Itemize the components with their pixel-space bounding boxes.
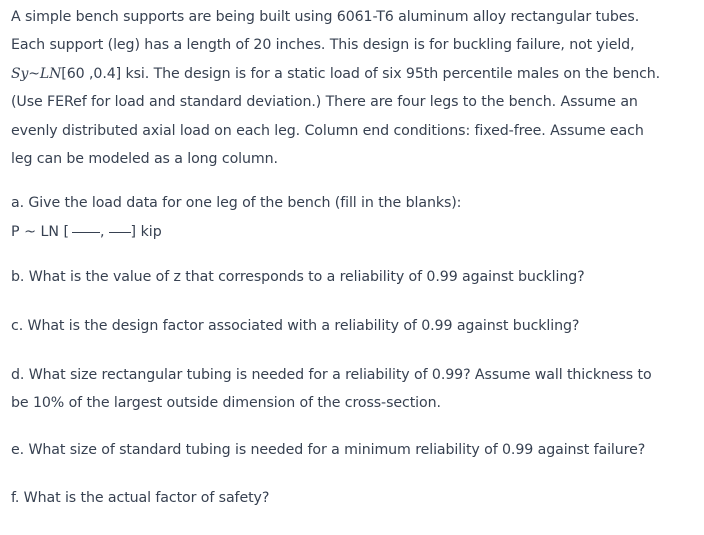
- std-dev-blank[interactable]: [109, 232, 131, 233]
- problem-line-1: A simple bench supports are being built using 6061-T6 aluminum alloy rectangular tubes.: [11, 9, 640, 25]
- question-e: e. What size of standard tubing is needed for a minimum reliability of 0.99 against failure?: [11, 442, 646, 458]
- problem-line-6: leg can be modeled as a long column.: [11, 151, 278, 168]
- question-b: b. What is the value of z that corresponds to a reliability of 0.99 against buckling?: [11, 269, 585, 285]
- blank-separator: ,: [100, 224, 105, 240]
- question-c: c. What is the design factor associated with a reliability of 0.99 against buckling?: [11, 318, 580, 334]
- question-a: a. Give the load data for one leg of the bench (fill in the blanks):: [11, 195, 462, 211]
- problem-line-3-text: [60 ,0.4] ksi. The design is for a static load of six 95th percentile males on the bench.: [61, 65, 661, 82]
- load-data-blank-line: [11, 218, 162, 246]
- question-d-line-1: d. What size rectangular tubing is needed for a reliability of 0.99? Assume wall thickness to: [11, 367, 652, 383]
- question-d: [11, 361, 652, 418]
- mean-load-blank[interactable]: [72, 232, 100, 233]
- load-suffix: ] kip: [130, 224, 162, 240]
- problem-statement: [11, 3, 701, 173]
- problem-line-4: (Use FERef for load and standard deviation.) There are four legs to the bench. Assume an: [11, 94, 638, 111]
- problem-line-5: evenly distributed axial load on each leg. Column end conditions: fixed-free. Assume each: [11, 122, 644, 139]
- problem-line-3: [11, 60, 701, 88]
- load-prefix: P ~ LN [: [11, 224, 70, 240]
- question-d-line-2: be 10% of the largest outside dimension of the cross-section.: [11, 395, 441, 412]
- problem-line-2: Each support (leg) has a length of 20 inches. This design is for buckling failure, not yield,: [11, 37, 635, 54]
- question-f: f. What is the actual factor of safety?: [11, 490, 270, 506]
- yield-strength-symbol: Sy~LN: [11, 65, 62, 82]
